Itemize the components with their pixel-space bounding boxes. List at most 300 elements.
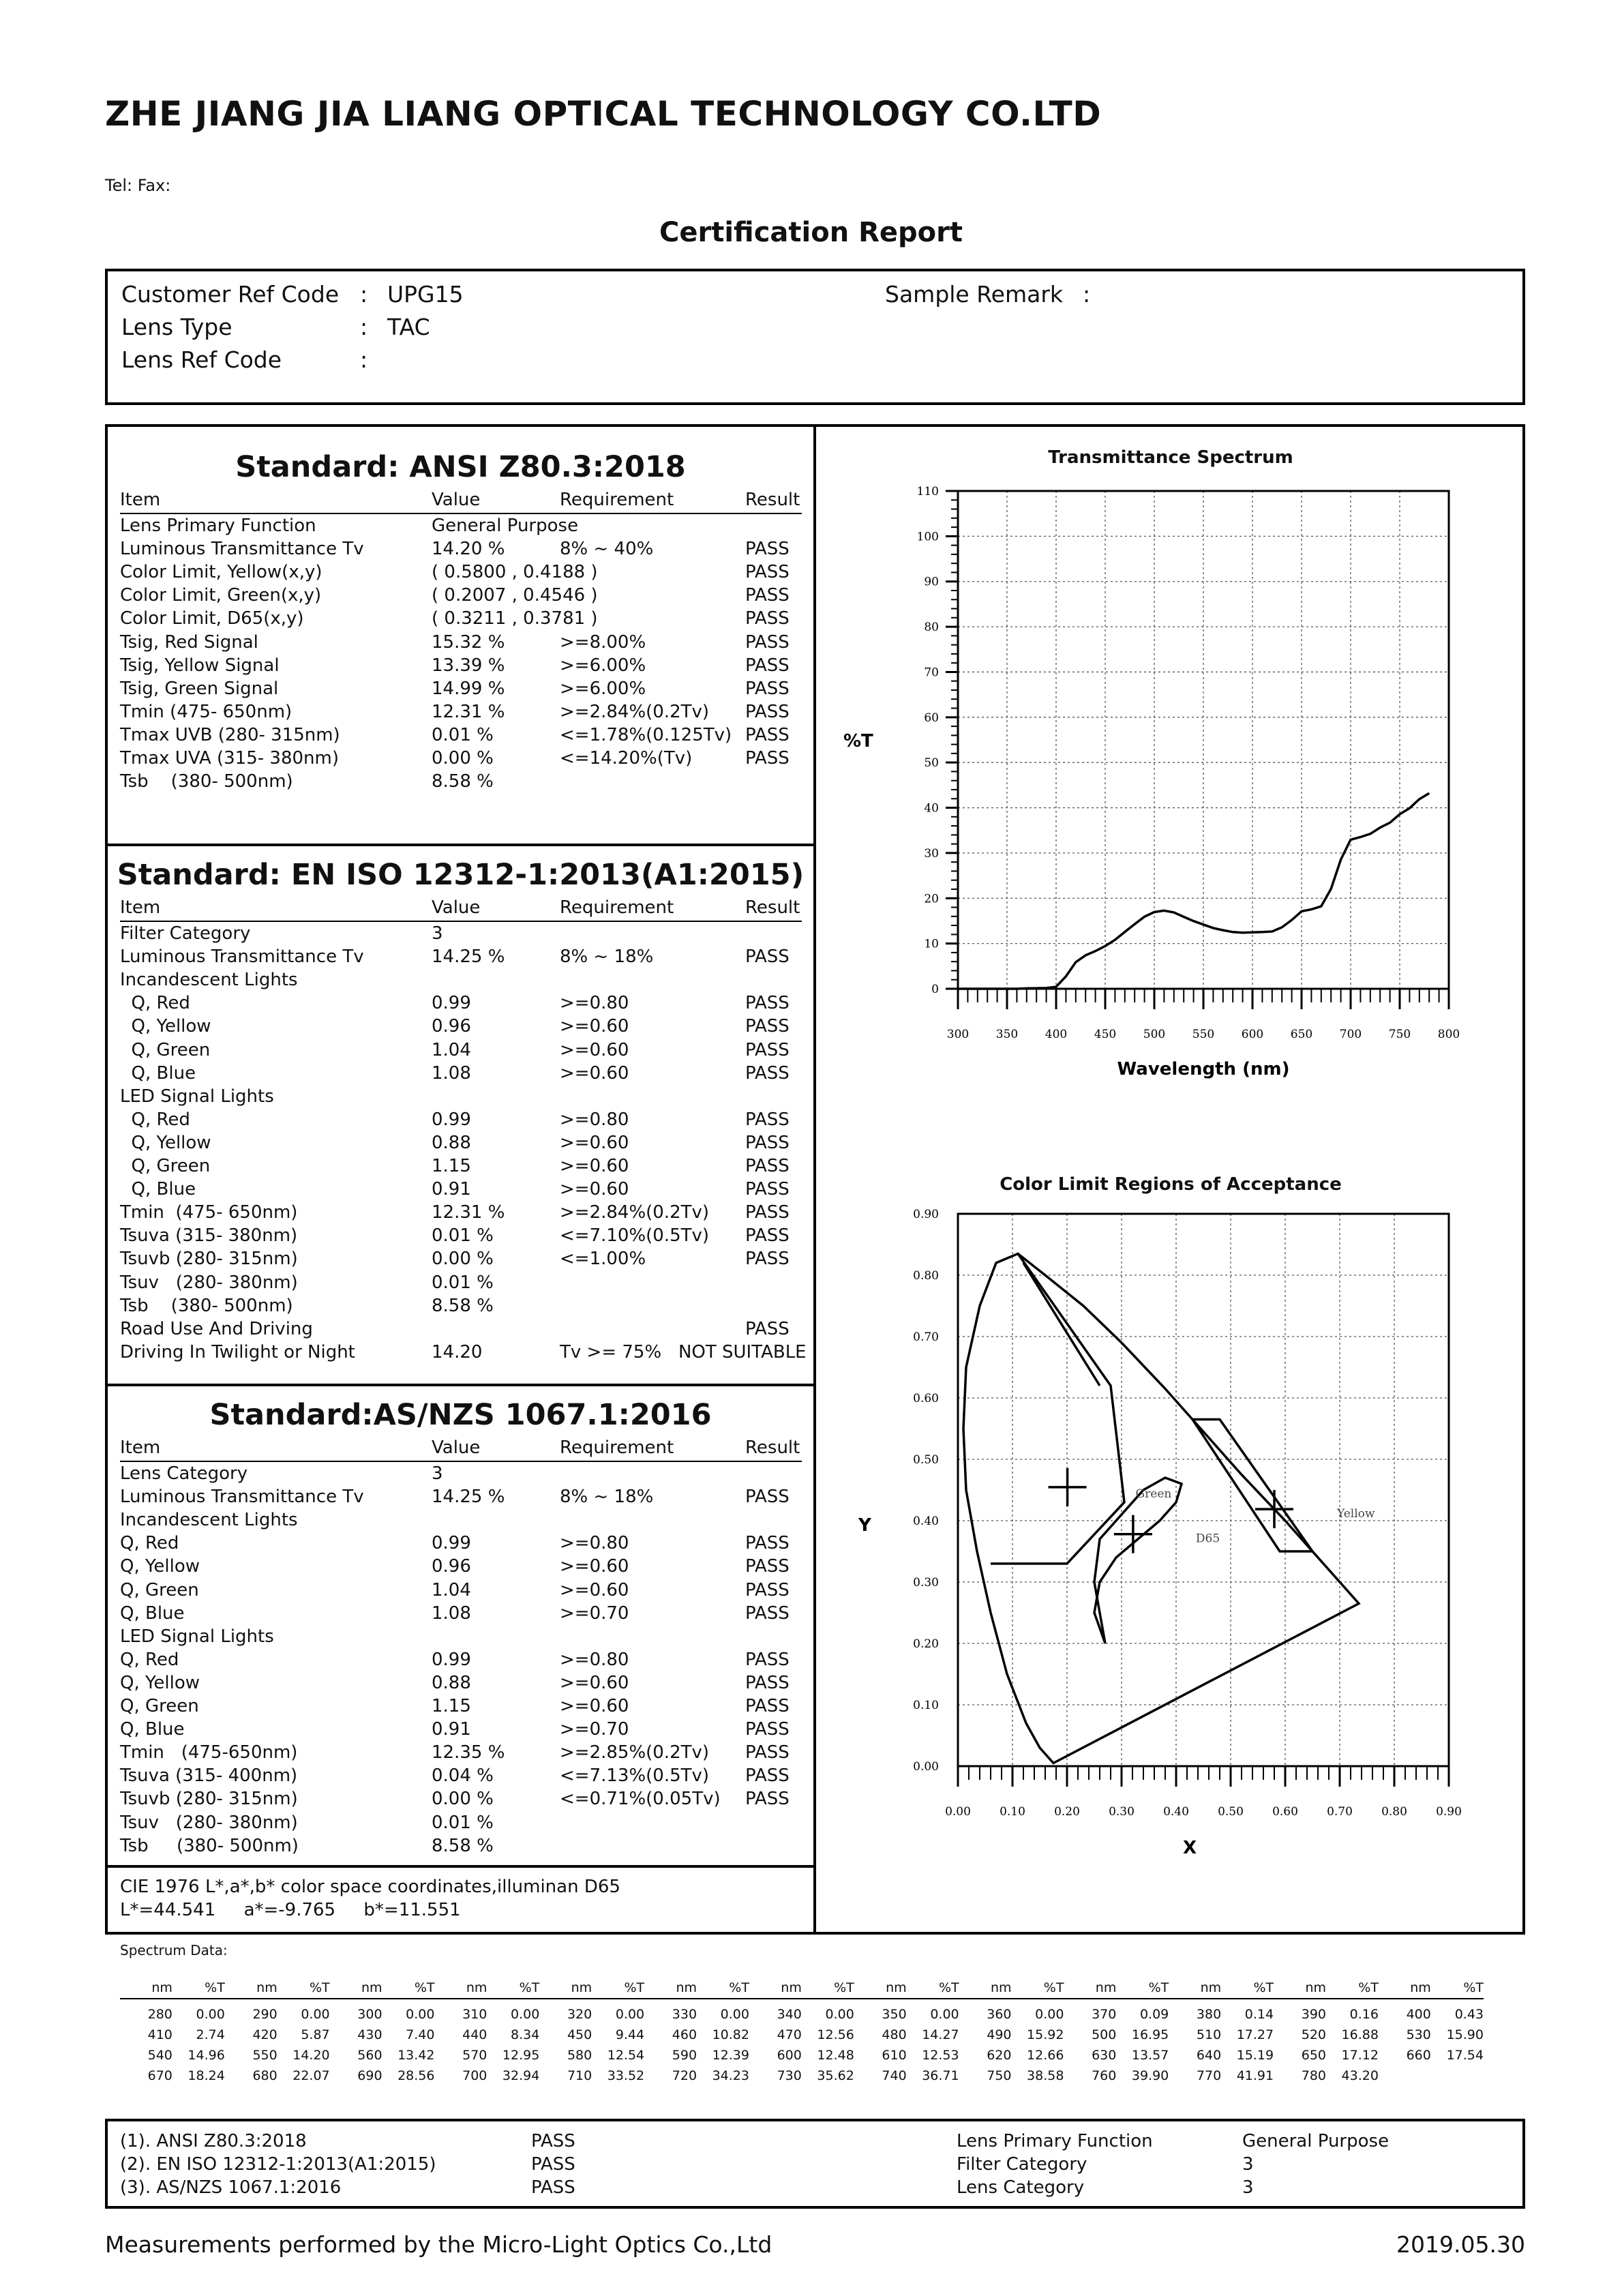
spectrum-cell: 8.34 xyxy=(511,2027,540,2042)
cell: 0.99 xyxy=(432,1649,471,1670)
y-tick-label: 0.20 xyxy=(913,1637,939,1651)
spectrum-header-cell: %T xyxy=(592,1978,644,1999)
x-tick-label: 0.70 xyxy=(1327,1805,1353,1819)
x-tick-label: 650 xyxy=(1290,1028,1313,1041)
table-row xyxy=(120,1224,802,1247)
spectrum-cell: 400 xyxy=(1406,2007,1431,2022)
cell: General Purpose xyxy=(432,516,579,536)
x-tick-label: 400 xyxy=(1045,1028,1068,1041)
summary-value: General Purpose xyxy=(1242,2131,1390,2151)
cell: Q, Red xyxy=(120,993,190,1014)
table-row xyxy=(120,1294,802,1317)
colon: : xyxy=(360,281,368,308)
cie-chart-title: Color Limit Regions of Acceptance xyxy=(1000,1174,1342,1195)
cell: Tsuv (280- 380nm) xyxy=(120,1812,298,1833)
cell: PASS xyxy=(745,1062,790,1084)
spectrum-header-cell: nm xyxy=(330,1978,382,1999)
as-title: Standard:AS/NZS 1067.1:2016 xyxy=(209,1398,712,1432)
cell: PASS xyxy=(745,1672,790,1693)
table-row xyxy=(120,1741,802,1764)
cell: 12.31 % xyxy=(432,701,505,722)
header-cell: Requirement xyxy=(560,897,674,918)
cell: PASS xyxy=(745,748,790,769)
spectrum-cell: 670 xyxy=(147,2068,172,2083)
table-row xyxy=(120,1532,802,1555)
spectrum-cell: 0.00 xyxy=(511,2007,540,2022)
y-tick-label: 70 xyxy=(924,666,939,680)
cell: PASS xyxy=(745,608,790,629)
cell: Tsb (380- 500nm) xyxy=(120,1835,299,1856)
cell: PASS xyxy=(745,631,790,653)
y-tick-label: 90 xyxy=(924,575,939,589)
cell: >=2.84%(0.2Tv) xyxy=(560,701,710,722)
spectrum-header-cell: %T xyxy=(802,1978,854,1999)
spectrum-cell: 22.07 xyxy=(292,2068,330,2083)
table-row xyxy=(120,1718,802,1741)
spectrum-cell: 310 xyxy=(462,2007,487,2022)
cell: Tsuvb (280- 315nm) xyxy=(120,1789,298,1810)
cell: >=0.60 xyxy=(560,1579,629,1600)
cell: Q, Blue xyxy=(120,1062,196,1084)
header-cell: Item xyxy=(120,490,161,510)
sample-remark-line xyxy=(885,281,1090,308)
spectrum-cell: 740 xyxy=(882,2068,907,2083)
spectrum-cell: 14.20 xyxy=(292,2048,330,2063)
section-divider xyxy=(105,1865,816,1868)
spectrum-divider xyxy=(105,1932,1525,1935)
table-row xyxy=(120,1648,802,1671)
cell: PASS xyxy=(745,1016,790,1037)
cell: >=2.84%(0.2Tv) xyxy=(560,1202,710,1223)
spectrum-cell: 39.90 xyxy=(1131,2068,1169,2083)
spectrum-cell: 16.95 xyxy=(1131,2027,1169,2042)
cell: >=8.00% xyxy=(560,631,646,653)
spectrum-cell: 0.00 xyxy=(720,2007,749,2022)
summary-label: Filter Category xyxy=(957,2154,1087,2175)
spectrum-data-label: Spectrum Data: xyxy=(120,1942,228,1958)
cell: >=0.60 xyxy=(560,1179,629,1200)
x-tick-label: 550 xyxy=(1192,1028,1215,1041)
spectrum-cell: 490 xyxy=(987,2027,1012,2042)
table-row xyxy=(120,1341,807,1364)
cell: Q, Yellow xyxy=(120,1672,200,1693)
cell: PASS xyxy=(745,585,790,606)
cell: 0.01 % xyxy=(432,1812,494,1833)
cie-line-2: L*=44.541 a*=-9.765 b*=11.551 xyxy=(120,1900,461,1920)
cell: >=0.60 xyxy=(560,1156,629,1176)
spectrum-cell: 600 xyxy=(777,2048,802,2063)
table-row xyxy=(120,922,802,945)
green-region-edge xyxy=(1023,1263,1100,1386)
spectrum-cell: 0.00 xyxy=(615,2007,645,2022)
cell: PASS xyxy=(745,1602,790,1624)
table-row xyxy=(120,1834,802,1858)
summary-std: (2). EN ISO 12312-1:2013(A1:2015) xyxy=(120,2154,436,2175)
spectrum-cell: 410 xyxy=(147,2027,172,2042)
spectrum-cell: 760 xyxy=(1092,2068,1117,2083)
spectrum-cell: 290 xyxy=(252,2007,277,2022)
spectrum-header-cell: %T xyxy=(1012,1978,1064,1999)
cell: 0.96 xyxy=(432,1016,471,1037)
cell: Tsb (380- 500nm) xyxy=(120,1295,293,1316)
spectrum-cell: 630 xyxy=(1092,2048,1117,2063)
footer-date: 2019.05.30 xyxy=(1396,2231,1525,2258)
table-row xyxy=(120,747,802,770)
cell: 8% ~ 40% xyxy=(560,539,654,560)
cell: LED Signal Lights xyxy=(120,1626,274,1647)
cell: PASS xyxy=(745,1039,790,1060)
cell: 0.01 % xyxy=(432,1272,494,1293)
table-row xyxy=(120,700,802,724)
spectrum-cell: 580 xyxy=(567,2048,592,2063)
spectrum-cell: 620 xyxy=(987,2048,1012,2063)
table-row xyxy=(120,1671,802,1695)
spectrum-header-cell: nm xyxy=(225,1978,277,1999)
summary-result: PASS xyxy=(531,2154,575,2175)
table-row xyxy=(120,1602,802,1625)
table-header xyxy=(120,897,802,922)
spectrum-cell: 340 xyxy=(777,2007,802,2022)
cell: 3 xyxy=(432,1463,443,1484)
table-row xyxy=(120,1178,802,1201)
spectrum-cell: 13.57 xyxy=(1131,2048,1169,2063)
spectrum-cell: 510 xyxy=(1196,2027,1222,2042)
spectrum-cell: 9.44 xyxy=(615,2027,645,2042)
cell: >=0.80 xyxy=(560,1109,629,1130)
lens-ref-label: Lens Ref Code xyxy=(121,346,282,373)
cell: 15.32 % xyxy=(432,631,505,653)
series-line xyxy=(958,793,1429,989)
spectrum-cell: 690 xyxy=(357,2068,382,2083)
spectrum-cell: 420 xyxy=(252,2027,277,2042)
table-row xyxy=(120,631,802,654)
summary-label: Lens Primary Function xyxy=(957,2131,1153,2151)
lens-type-label: Lens Type xyxy=(121,314,232,340)
spectrum-header-cell: nm xyxy=(1379,1978,1431,1999)
x-tick-label: 0.30 xyxy=(1109,1805,1135,1819)
table-row xyxy=(120,1131,802,1154)
spectrum-cell: 17.27 xyxy=(1236,2027,1274,2042)
x-tick-label: 0.80 xyxy=(1381,1805,1407,1819)
spectrum-cell: 0.43 xyxy=(1454,2007,1484,2022)
cell: 12.31 % xyxy=(432,1202,505,1223)
cell: Tsig, Yellow Signal xyxy=(120,655,280,676)
company-name: ZHE JIANG JIA LIANG OPTICAL TECHNOLOGY CO.LTD xyxy=(105,94,1102,134)
table-row xyxy=(120,770,802,793)
cell: ( 0.2007 , 0.4546 ) xyxy=(432,585,598,606)
table-row xyxy=(120,537,802,561)
summary-std: (1). ANSI Z80.3:2018 xyxy=(120,2131,307,2151)
cell: ( 0.3211 , 0.3781 ) xyxy=(432,608,598,629)
table-row xyxy=(120,607,802,630)
spectrum-cell: 33.52 xyxy=(607,2068,645,2083)
cell: <=14.20%(Tv) xyxy=(560,748,693,769)
spectrum-cell: 17.54 xyxy=(1446,2048,1484,2063)
spectrum-header-cell: %T xyxy=(1116,1978,1169,1999)
spectrum-cell: 0.14 xyxy=(1244,2007,1274,2022)
table-row xyxy=(120,1201,802,1224)
section-divider xyxy=(105,1384,816,1386)
spectrum-cell: 650 xyxy=(1301,2048,1326,2063)
spectrum-cell: 660 xyxy=(1406,2048,1431,2063)
cell: Tsuva (315- 380nm) xyxy=(120,1225,298,1247)
summary-value: 3 xyxy=(1242,2177,1254,2198)
cell: Color Limit, D65(x,y) xyxy=(120,608,304,629)
table-row xyxy=(120,1154,802,1178)
cell: Luminous Transmittance Tv xyxy=(120,1487,364,1508)
spectrum-cell: 34.23 xyxy=(712,2068,749,2083)
cell: 14.25 % xyxy=(432,946,505,968)
spectrum-cell: 350 xyxy=(882,2007,907,2022)
spectrum-cell: 360 xyxy=(987,2007,1012,2022)
summary-std: (3). AS/NZS 1067.1:2016 xyxy=(120,2177,342,2198)
x-tick-label: 0.90 xyxy=(1436,1805,1462,1819)
spectrum-cell: 38.58 xyxy=(1027,2068,1064,2083)
spacer-row xyxy=(120,1999,1484,2004)
spectrum-header-cell: %T xyxy=(697,1978,749,1999)
table-row xyxy=(120,724,802,747)
cell: Tmax UVA (315- 380nm) xyxy=(120,748,339,769)
spectrum-cell: 330 xyxy=(672,2007,697,2022)
spectrum-header-cell: nm xyxy=(1064,1978,1116,1999)
cell: PASS xyxy=(745,946,790,968)
cell: 0.00 % xyxy=(432,748,494,769)
spectrum-cell: 520 xyxy=(1301,2027,1326,2042)
y-axis-label: Y xyxy=(858,1515,871,1536)
cell: >=0.80 xyxy=(560,993,629,1014)
cell: Tsb (380- 500nm) xyxy=(120,771,293,792)
x-tick-label: 600 xyxy=(1241,1028,1264,1041)
spectrum-cell: 430 xyxy=(357,2027,382,2042)
cell: PASS xyxy=(745,1202,790,1223)
cell: 1.04 xyxy=(432,1579,471,1600)
spectrum-cell: 470 xyxy=(777,2027,802,2042)
cell: Q, Blue xyxy=(120,1719,185,1740)
cell: >=2.85%(0.2Tv) xyxy=(560,1742,710,1763)
cell: PASS xyxy=(745,1132,790,1153)
table-row xyxy=(120,1811,802,1834)
y-tick-label: 0.10 xyxy=(913,1699,939,1712)
table-row xyxy=(120,561,802,584)
header-cell: Item xyxy=(120,1437,161,1458)
colon: : xyxy=(360,346,368,373)
cell: PASS xyxy=(745,1765,790,1787)
x-tick-label: 500 xyxy=(1143,1028,1166,1041)
y-tick-label: 60 xyxy=(924,711,939,725)
spectrum-cell: 540 xyxy=(147,2048,172,2063)
cell: PASS xyxy=(745,1109,790,1130)
y-tick-label: 40 xyxy=(924,801,939,816)
colon: : xyxy=(360,314,368,340)
cell: PASS xyxy=(745,1249,790,1270)
table-row xyxy=(120,1555,802,1578)
cell: 14.20 % xyxy=(432,539,505,560)
spectrum-header-cell: %T xyxy=(907,1978,959,1999)
table-row xyxy=(120,968,802,992)
header-cell: Result xyxy=(745,1437,800,1458)
cell: Q, Green xyxy=(120,1156,211,1176)
summary-result: PASS xyxy=(531,2131,575,2151)
spectrum-cell: 480 xyxy=(882,2027,907,2042)
cell: LED Signal Lights xyxy=(120,1086,274,1107)
cell: <=7.13%(0.5Tv) xyxy=(560,1765,710,1787)
cell: Q, Blue xyxy=(120,1179,196,1200)
cell: 1.08 xyxy=(432,1062,471,1084)
y-tick-label: 20 xyxy=(924,892,939,906)
spectrum-row xyxy=(120,2025,1484,2045)
cell: 0.96 xyxy=(432,1556,471,1577)
cell: 0.99 xyxy=(432,993,471,1014)
cell: 0.01 % xyxy=(432,724,494,745)
spectrum-cell xyxy=(1379,2066,1431,2086)
cell: >=0.60 xyxy=(560,1016,629,1037)
spectrum-header-row xyxy=(120,1978,1484,1999)
y-axis-label: %T xyxy=(843,731,873,751)
cell: Q, Red xyxy=(120,1649,179,1670)
spectrum-header-cell: %T xyxy=(1221,1978,1274,1999)
cell: PASS xyxy=(745,1533,790,1554)
cell: Tv >= 75% NOT SUITABLE xyxy=(560,1341,807,1362)
en-title: Standard: EN ISO 12312-1:2013(A1:2015) xyxy=(117,858,805,892)
spectrum-cell: 590 xyxy=(672,2048,697,2063)
table-row xyxy=(120,1039,802,1062)
cell: 0.91 xyxy=(432,1179,471,1200)
spectrum-cell: 12.95 xyxy=(502,2048,540,2063)
spectrum-cell: 750 xyxy=(987,2068,1012,2083)
y-tick-label: 30 xyxy=(924,846,939,861)
cell: 14.25 % xyxy=(432,1487,505,1508)
table-row xyxy=(120,1062,802,1085)
table-row xyxy=(120,1485,802,1508)
cell: 14.99 % xyxy=(432,678,505,699)
spectrum-cell: 18.24 xyxy=(187,2068,225,2083)
cell: PASS xyxy=(745,1179,790,1200)
x-axis-label: X xyxy=(1182,1838,1197,1858)
lens-type-line xyxy=(121,314,430,340)
cell: Tsig, Green Signal xyxy=(120,678,279,699)
green-region xyxy=(991,1254,1124,1564)
cell: >=0.80 xyxy=(560,1533,629,1554)
spectrum-cell: 12.39 xyxy=(712,2048,749,2063)
cell: PASS xyxy=(745,701,790,722)
cell: >=0.60 xyxy=(560,1132,629,1153)
y-tick-label: 0.60 xyxy=(913,1392,939,1405)
cell: Road Use And Driving xyxy=(120,1318,313,1339)
table-row xyxy=(120,654,802,677)
cell: Tmin (475- 650nm) xyxy=(120,701,292,722)
cell: Q, Red xyxy=(120,1109,190,1130)
spectrum-chart-title: Transmittance Spectrum xyxy=(1048,447,1293,468)
y-tick-label: 0.00 xyxy=(913,1760,939,1774)
summary-label: Lens Category xyxy=(957,2177,1085,2198)
spectrum-cell: 0.00 xyxy=(196,2007,225,2022)
x-tick-label: 350 xyxy=(995,1028,1019,1041)
x-tick-label: 700 xyxy=(1339,1028,1362,1041)
y-tick-label: 0.50 xyxy=(913,1453,939,1467)
spectrum-cell: 12.54 xyxy=(607,2048,645,2063)
table-row xyxy=(120,514,802,537)
spectrum-cell: 14.96 xyxy=(187,2048,225,2063)
cell: <=0.71%(0.05Tv) xyxy=(560,1789,721,1810)
spectrum-cell: 16.88 xyxy=(1341,2027,1379,2042)
x-tick-label: 0.50 xyxy=(1218,1805,1244,1819)
plot-frame xyxy=(958,1214,1449,1766)
spectrum-cell: 10.82 xyxy=(712,2027,749,2042)
customer-box xyxy=(105,269,1525,405)
cell: PASS xyxy=(745,655,790,676)
cell: 0.99 xyxy=(432,1533,471,1554)
spectrum-cell: 730 xyxy=(777,2068,802,2083)
header-cell: Value xyxy=(432,897,481,918)
spectrum-cell: 770 xyxy=(1196,2068,1222,2083)
x-axis-label: Wavelength (nm) xyxy=(1117,1059,1290,1079)
point-label: Green xyxy=(1135,1487,1172,1501)
spectrum-header-cell: %T xyxy=(172,1978,225,1999)
cell: 0.99 xyxy=(432,1109,471,1130)
spectrum-cell: 0.00 xyxy=(825,2007,854,2022)
spectrum-cell: 15.90 xyxy=(1446,2027,1484,2042)
cell: >=6.00% xyxy=(560,655,646,676)
spectrum-header-cell: nm xyxy=(749,1978,802,1999)
y-tick-label: 10 xyxy=(924,937,939,951)
y-tick-label: 0.40 xyxy=(913,1515,939,1528)
spectrum-header-cell: %T xyxy=(487,1978,539,1999)
cell: >=6.00% xyxy=(560,678,646,699)
x-tick-label: 800 xyxy=(1437,1028,1460,1041)
spectrum-cell: 700 xyxy=(462,2068,487,2083)
spectrum-cell: 280 xyxy=(147,2007,172,2022)
cell: 3 xyxy=(432,923,443,944)
y-tick-label: 0.70 xyxy=(913,1330,939,1344)
spectrum-cell: 450 xyxy=(567,2027,592,2042)
cell: Driving In Twilight or Night xyxy=(120,1341,355,1362)
cell: 1.04 xyxy=(432,1039,471,1060)
cell: Q, Red xyxy=(120,1533,179,1554)
table-header xyxy=(120,1437,802,1462)
cell: 1.15 xyxy=(432,1696,471,1716)
x-tick-label: 0.00 xyxy=(945,1805,971,1819)
cell: PASS xyxy=(745,1156,790,1176)
table-row xyxy=(120,677,802,700)
cell: 1.15 xyxy=(432,1156,471,1176)
table-row xyxy=(120,1579,802,1602)
header-cell: Result xyxy=(745,897,800,918)
y-tick-label: 0.90 xyxy=(913,1208,939,1221)
lens-ref-line xyxy=(121,346,387,373)
cell: >=0.70 xyxy=(560,1602,629,1624)
cell: 8% ~ 18% xyxy=(560,946,654,968)
spectrum-cell: 5.87 xyxy=(301,2027,330,2042)
sample-remark-label: Sample Remark xyxy=(885,281,1064,308)
spectrum-header-cell: nm xyxy=(120,1978,172,1999)
y-tick-label: 110 xyxy=(916,485,939,498)
cell: PASS xyxy=(745,678,790,699)
point-label: Yellow xyxy=(1337,1507,1375,1521)
cell: Tsuva (315- 400nm) xyxy=(120,1765,298,1787)
cell: Incandescent Lights xyxy=(120,1510,298,1531)
cell: PASS xyxy=(745,993,790,1014)
spectrum-cell: 2.74 xyxy=(196,2027,225,2042)
spectrum-data-table xyxy=(120,1978,1484,2086)
table-row xyxy=(120,1271,802,1294)
table-row xyxy=(120,1695,802,1718)
y-tick-label: 80 xyxy=(924,621,939,635)
section-divider xyxy=(105,844,816,846)
spectrum-cell: 550 xyxy=(252,2048,277,2063)
spectrum-cell: 680 xyxy=(252,2068,277,2083)
spectrum-cell: 12.56 xyxy=(817,2027,854,2042)
spectrum-cell: 7.40 xyxy=(406,2027,435,2042)
